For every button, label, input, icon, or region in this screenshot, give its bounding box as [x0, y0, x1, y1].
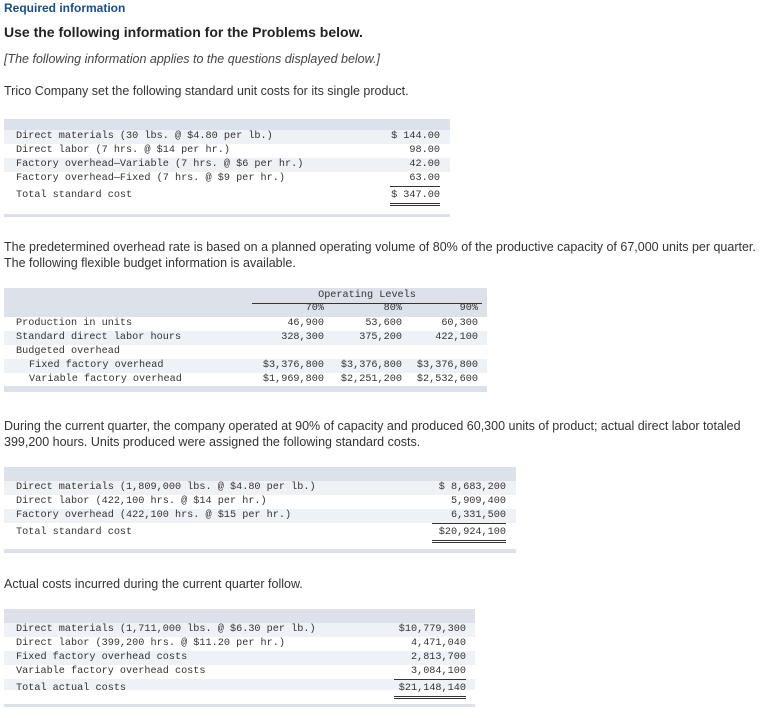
table-cell: $3,376,800 — [416, 360, 478, 371]
table-row-value: $10,779,300 — [398, 624, 466, 635]
standard-unit-cost-table — [4, 119, 450, 217]
table-cell: $3,376,800 — [340, 360, 402, 371]
total-value: $20,924,100 — [432, 526, 506, 543]
table-cell: $2,251,200 — [340, 374, 402, 385]
table-row-value: 4,471,040 — [410, 638, 466, 649]
total-value: $21,148,140 — [394, 682, 466, 699]
page-title: Use the following information for the Problems below. — [4, 24, 363, 40]
table-row-value: 2,813,700 — [410, 652, 466, 663]
table-row-label: Fixed factory overhead costs — [16, 652, 188, 663]
table-row-label: Standard direct labor hours — [16, 332, 182, 343]
table-row-value: 6,331,500 — [432, 509, 506, 524]
table-row-label: Production in units — [16, 318, 133, 329]
table-row-value: 63.00 — [390, 172, 440, 187]
table-row-label: Direct materials (30 lbs. @ $4.80 per lb.) — [16, 131, 273, 142]
table-row-label: Direct labor (399,200 hrs. @ $11.20 per hr.) — [16, 638, 285, 649]
table-row-value: 5,909,400 — [450, 496, 506, 507]
table-cell: 53,600 — [365, 318, 402, 329]
table-row-label: Variable factory overhead costs — [16, 666, 206, 677]
table-cell: $1,969,800 — [262, 374, 324, 385]
intro-text: Trico Company set the following standard unit costs for its single product. — [4, 84, 409, 98]
actual-costs-table — [4, 609, 475, 707]
level-90-header: 90% — [459, 303, 478, 314]
table-row-label: Direct labor (7 hrs. @ $14 per hr.) — [16, 145, 230, 156]
total-label: Total standard cost — [16, 527, 133, 538]
table-cell: 60,300 — [441, 318, 478, 329]
table-row-label: Factory overhead (422,100 hrs. @ $15 per hr.) — [16, 510, 292, 521]
table-cell: 375,200 — [359, 332, 402, 343]
table-row-label: Direct materials (1,809,000 lbs. @ $4.80 per lb.) — [16, 482, 316, 493]
total-label: Total actual costs — [16, 683, 127, 694]
table-row-label: Factory overhead—Fixed (7 hrs. @ $9 per hr.) — [16, 173, 285, 184]
operating-levels-header: Operating Levels — [318, 290, 416, 301]
table-row-value: 3,084,100 — [394, 665, 466, 680]
applies-note: [The following information applies to the questions displayed below.] — [4, 52, 380, 66]
level-70-header: 70% — [305, 303, 324, 314]
required-information-heading: Required information — [4, 1, 126, 15]
total-value: $ 347.00 — [390, 189, 440, 206]
table-cell: 328,300 — [281, 332, 324, 343]
flexible-budget-table — [4, 288, 487, 392]
table-cell: 46,900 — [287, 318, 324, 329]
table-row-label: Variable factory overhead — [29, 374, 182, 385]
table-cell: $2,532,600 — [416, 374, 478, 385]
table-row-value: $ 144.00 — [391, 131, 440, 142]
table-cell: 422,100 — [435, 332, 478, 343]
table-row-label: Fixed factory overhead — [29, 360, 164, 371]
table-row-label: Direct materials (1,711,000 lbs. @ $6.30 per lb.) — [16, 624, 316, 635]
table-row-label: Factory overhead—Variable (7 hrs. @ $6 per hr.) — [16, 159, 304, 170]
table-row-value: 98.00 — [409, 145, 440, 156]
table-row-label: Budgeted overhead — [16, 346, 120, 357]
assigned-standard-cost-table — [4, 467, 516, 553]
overhead-rate-paragraph: The predetermined overhead rate is based on a planned operating volume of 80% of the productive capacity of 67,000 units per quarter. The following flexible budget information is available. — [4, 240, 756, 270]
total-label: Total standard cost — [16, 190, 133, 201]
table-row-value: $ 8,683,200 — [438, 482, 506, 493]
current-quarter-paragraph: During the current quarter, the company operated at 90% of capacity and produced 60,300 units of product; actual direct labor totaled 399,200 hours. Units produced were assigned the following standard costs. — [4, 419, 741, 449]
table-cell: $3,376,800 — [262, 360, 324, 371]
level-80-header: 80% — [383, 303, 402, 314]
actual-costs-paragraph: Actual costs incurred during the current quarter follow. — [4, 577, 303, 591]
table-row-value: 42.00 — [409, 159, 440, 170]
table-row-label: Direct labor (422,100 hrs. @ $14 per hr.) — [16, 496, 267, 507]
